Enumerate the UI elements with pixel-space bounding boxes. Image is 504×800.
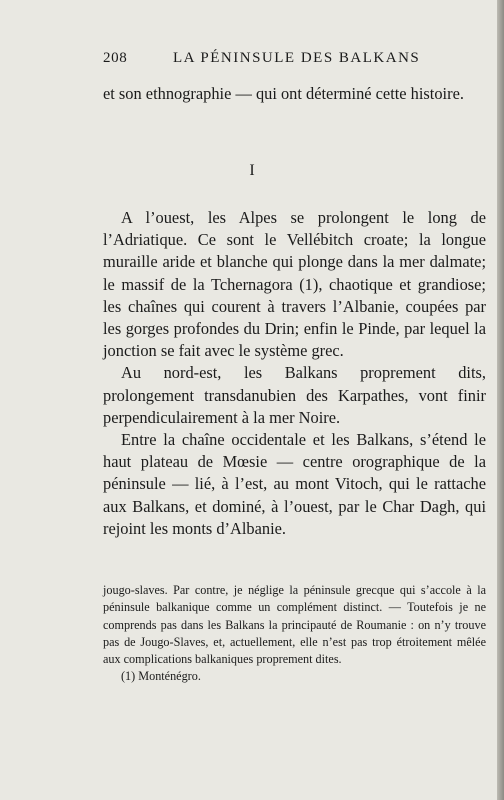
running-title: LA PÉNINSULE DES BALKANS <box>173 50 421 66</box>
continuation-text: et son ethnographie — qui ont déterminé cette histoire. <box>103 84 464 103</box>
main-text <box>103 207 486 540</box>
paragraph: Au nord-est, les Balkans proprement dits, prolongement transdanubien des Karpathes, vont finir perpendiculairement à la mer Noire. <box>103 363 486 427</box>
section-number: I <box>249 162 255 179</box>
footnotes <box>103 582 486 686</box>
page-number: 208 <box>103 50 128 66</box>
paragraph: A l’ouest, les Alpes se prolongent le long de l’Adriatique. Ce sont le Vellébitch croate; la longue muraille aride et blanche qui plonge dans la mer dalmate; le massif de la Tchernagora (1), chaotique et grandiose; les chaînes qui courent à travers l’Albanie, coupées par les gorges profondes du Drin; enfin le Pinde, par lequel la jonction se fait avec le système grec. <box>103 208 486 361</box>
footnote-continued: jougo-slaves. Par contre, je néglige la péninsule grecque qui s’accole à la péninsule balkanique comme un complément distinct. — Toutefois je ne comprends pas dans les Balkans la principauté de Roumanie : on n’y trouve pas de Jougo-Slaves, et, actuellement, elle n’est pas trop étroitement mêlée aux complications balkaniques proprement dites. <box>103 583 486 667</box>
page-edge <box>497 0 504 800</box>
paragraph: Entre la chaîne occidentale et les Balkans, s’étend le haut plateau de Mœsie — centre orographique de la péninsule — lié, à l’est, au mont Vitoch, qui le rattache aux Balkans, et dominé, à l’ouest, par le Char Dagh, qui rejoint les monts d’Albanie. <box>103 430 486 538</box>
footnote-1: (1) Monténégro. <box>121 669 201 684</box>
